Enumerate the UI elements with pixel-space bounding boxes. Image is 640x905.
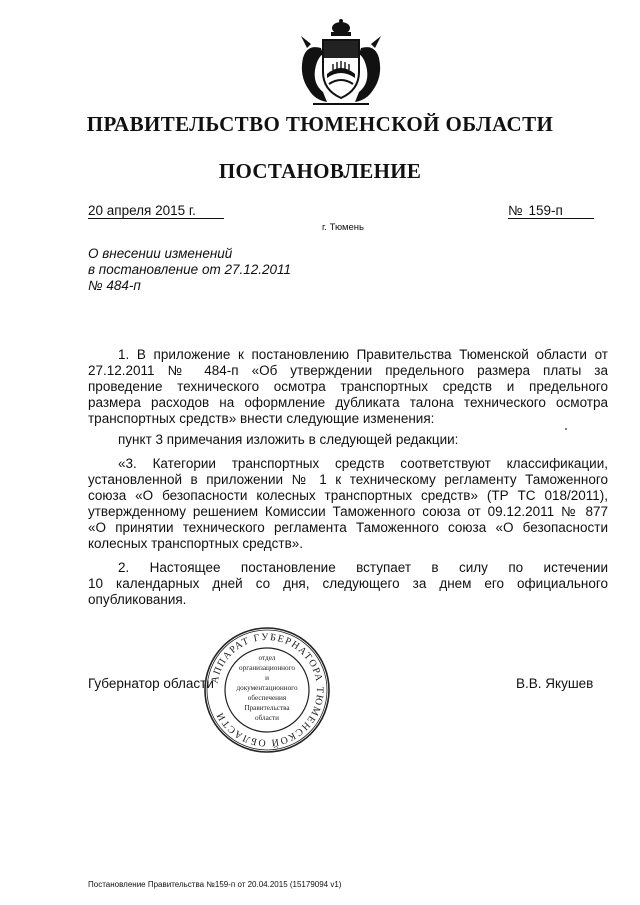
paragraph-1 (88, 347, 608, 427)
scan-speck (565, 428, 567, 430)
paragraph-2: пункт 3 примечания изложить в следующей редакции: (118, 432, 459, 447)
number-value: 159-п (528, 203, 563, 218)
paragraph-4 (88, 560, 608, 608)
p1-line: размера расходов на оформление дубликата талона технического осмотра (88, 395, 608, 410)
document-number (508, 203, 594, 219)
stamp-ring-text: АППАРАТ ГУБЕРНАТОРА ТЮМЕНСКОЙ ОБЛАСТИ (209, 631, 326, 749)
p3-line: колесных транспортных средств». (88, 536, 304, 551)
p3-line: установленной в приложении № 1 к техническому регламенту Таможенного (88, 472, 608, 487)
p4-line: 2. Настоящее постановление вступает в силу по истечении (118, 560, 608, 575)
stamp-inner-line: и (265, 674, 269, 682)
stamp-inner-line: Правительства (244, 704, 290, 712)
p3-line: утвержденному решением Комиссии Таможенного союза от 09.12.2011 № 877 (88, 504, 608, 519)
p4-line: опубликования. (88, 592, 187, 607)
subject-line-1: О внесении изменений (88, 246, 233, 261)
p1-line: 27.12.2011 № 484-п «Об утверждении предельного размера платы за (88, 363, 608, 378)
tyumen-coat-of-arms-icon (293, 18, 389, 110)
stamp-inner-line: области (254, 714, 280, 722)
subject-line-3: № 484-п (88, 278, 141, 293)
official-stamp (203, 626, 331, 754)
signer-title: Губернатор области (88, 676, 214, 691)
subject-line-2: в постановление от 27.12.2011 (88, 262, 292, 277)
p4-line: 10 календарных дней со дня, следующего за днем его официального (88, 576, 608, 591)
stamp-inner-line: документационного (236, 684, 298, 692)
footer-reference: Постановление Правительства №159-п от 20.04.2015 (15179094 v1) (88, 880, 342, 889)
organization-name: ПРАВИТЕЛЬСТВО ТЮМЕНСКОЙ ОБЛАСТИ (86, 112, 554, 136)
document-type-title: ПОСТАНОВЛЕНИЕ (218, 159, 422, 183)
city-label: г. Тюмень (322, 222, 364, 233)
p3-line: союза «О безопасности колесных транспортных средств» (ТР ТС 018/2011), (88, 488, 608, 503)
p1-line: транспортных средств» внести следующие изменения: (88, 411, 435, 426)
paragraph-3 (88, 456, 608, 552)
p1-line: проведение технического осмотра транспортных средств и предельного (88, 379, 608, 394)
stamp-inner-line: отдел (258, 654, 276, 662)
stamp-inner-line: обеспечения (247, 694, 287, 702)
document-date: 20 апреля 2015 г. (88, 203, 224, 219)
signer-name: В.В. Якушев (516, 676, 594, 691)
p3-line: «3. Категории транспортных средств соответствуют классификации, (118, 456, 608, 471)
stamp-inner-line: организационного (239, 664, 295, 672)
p3-line: «О принятии технического регламента Таможенного союза «О безопасности (88, 520, 608, 535)
number-sign: № (508, 203, 523, 218)
p1-line: 1. В приложение к постановлению Правительства Тюменской области от (118, 347, 608, 362)
